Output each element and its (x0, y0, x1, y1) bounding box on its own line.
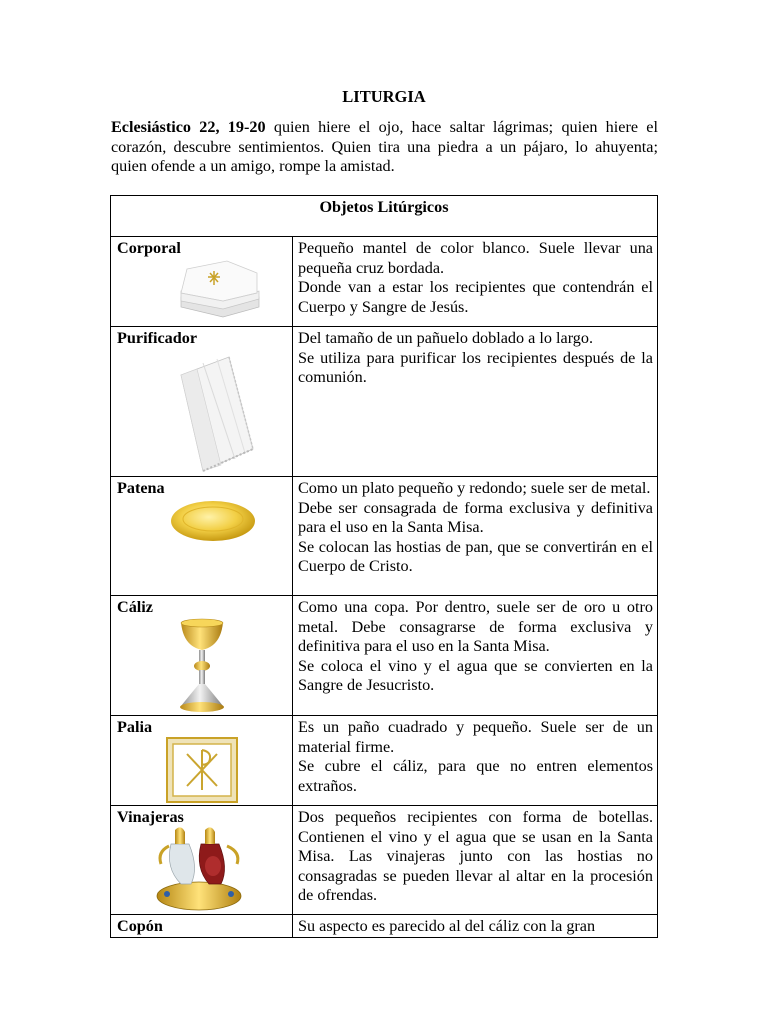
description-text: Se utiliza para purificar los recipientes después de la comunión. (298, 348, 653, 387)
object-name: Vinajeras (117, 808, 184, 826)
table-header: Objetos Litúrgicos (111, 196, 658, 237)
description-cell (293, 806, 658, 915)
description-cell (293, 596, 658, 716)
object-cell (111, 237, 293, 327)
cruets-image (155, 824, 243, 914)
intro-text: quien hiere el ojo, hace saltar lágrimas; quien hiere el corazón, descubre sentimientos. Quien tira una piedra a un pájaro, lo ahuyenta; quien ofende a un amigo, rompe la amistad. (111, 118, 658, 175)
description-text: Dos pequeños recipientes con forma de botellas. Contienen el vino y el agua que se usan en la Santa Misa. Las vinajeras junto con las hostias no consagradas se pueden llevar al altar en la procesión de ofrendas. (298, 808, 653, 905)
table-row (111, 806, 658, 915)
table-row (111, 716, 658, 806)
object-name: Corporal (117, 239, 181, 257)
page-title: LITURGIA (342, 87, 426, 106)
description-text: Del tamaño de un pañuelo doblado a lo largo. (298, 329, 594, 347)
table-row (111, 596, 658, 716)
object-name: Cáliz (117, 598, 153, 616)
description-text: Se coloca el vino y el agua que se convierten en la Sangre de Jesucristo. (298, 656, 653, 695)
description-text: Se colocan las hostias de pan, que se convertirán en el Cuerpo de Cristo. (298, 537, 653, 576)
object-cell (111, 915, 293, 938)
description-text: Donde van a estar los recipientes que contendrán el Cuerpo y Sangre de Jesús. (298, 278, 653, 316)
description-text: Como una copa. Por dentro, suele ser de oro u otro metal. Debe consagrarse de forma exclusiva y definitiva para el uso en la Santa Misa. (298, 598, 653, 656)
object-name: Purificador (117, 329, 198, 347)
table-row (111, 477, 658, 596)
pall-image (165, 736, 239, 804)
description-text: Es un paño cuadrado y pequeño. Suele ser de un material firme. (298, 718, 653, 756)
object-name: Patena (117, 479, 165, 497)
description-cell (293, 477, 658, 596)
corporal-cloth-image (177, 257, 261, 323)
table-header-row (111, 196, 658, 237)
table-row (111, 327, 658, 477)
liturgical-objects-table (110, 195, 658, 938)
description-text: Pequeño mantel de color blanco. Suele llevar una pequeña cruz bordada. (298, 239, 653, 277)
object-cell (111, 806, 293, 915)
description-text: Se cubre el cáliz, para que no entren elementos extraños. (298, 757, 653, 795)
purificator-cloth-image (173, 353, 259, 475)
table-row (111, 237, 658, 327)
description-cell (293, 237, 658, 327)
object-cell (111, 596, 293, 716)
description-text: Como un plato pequeño y redondo; suele ser de metal. (298, 479, 651, 497)
object-cell (111, 716, 293, 806)
table-row (111, 915, 658, 938)
chalice-image (175, 618, 229, 714)
description-text: Debe ser consagrada de forma exclusiva y definitiva para el uso en la Santa Misa. (298, 498, 653, 537)
description-cell (293, 915, 658, 938)
object-cell (111, 327, 293, 477)
intro-reference: Eclesiástico 22, 19-20 (111, 118, 266, 136)
object-cell (111, 477, 293, 596)
description-cell (293, 716, 658, 806)
paten-image (169, 497, 257, 543)
description-text: Su aspecto es parecido al del cáliz con la gran (298, 917, 596, 935)
object-name: Palia (117, 718, 153, 736)
description-cell (293, 327, 658, 477)
intro-paragraph (111, 118, 658, 177)
object-name: Copón (117, 917, 163, 935)
